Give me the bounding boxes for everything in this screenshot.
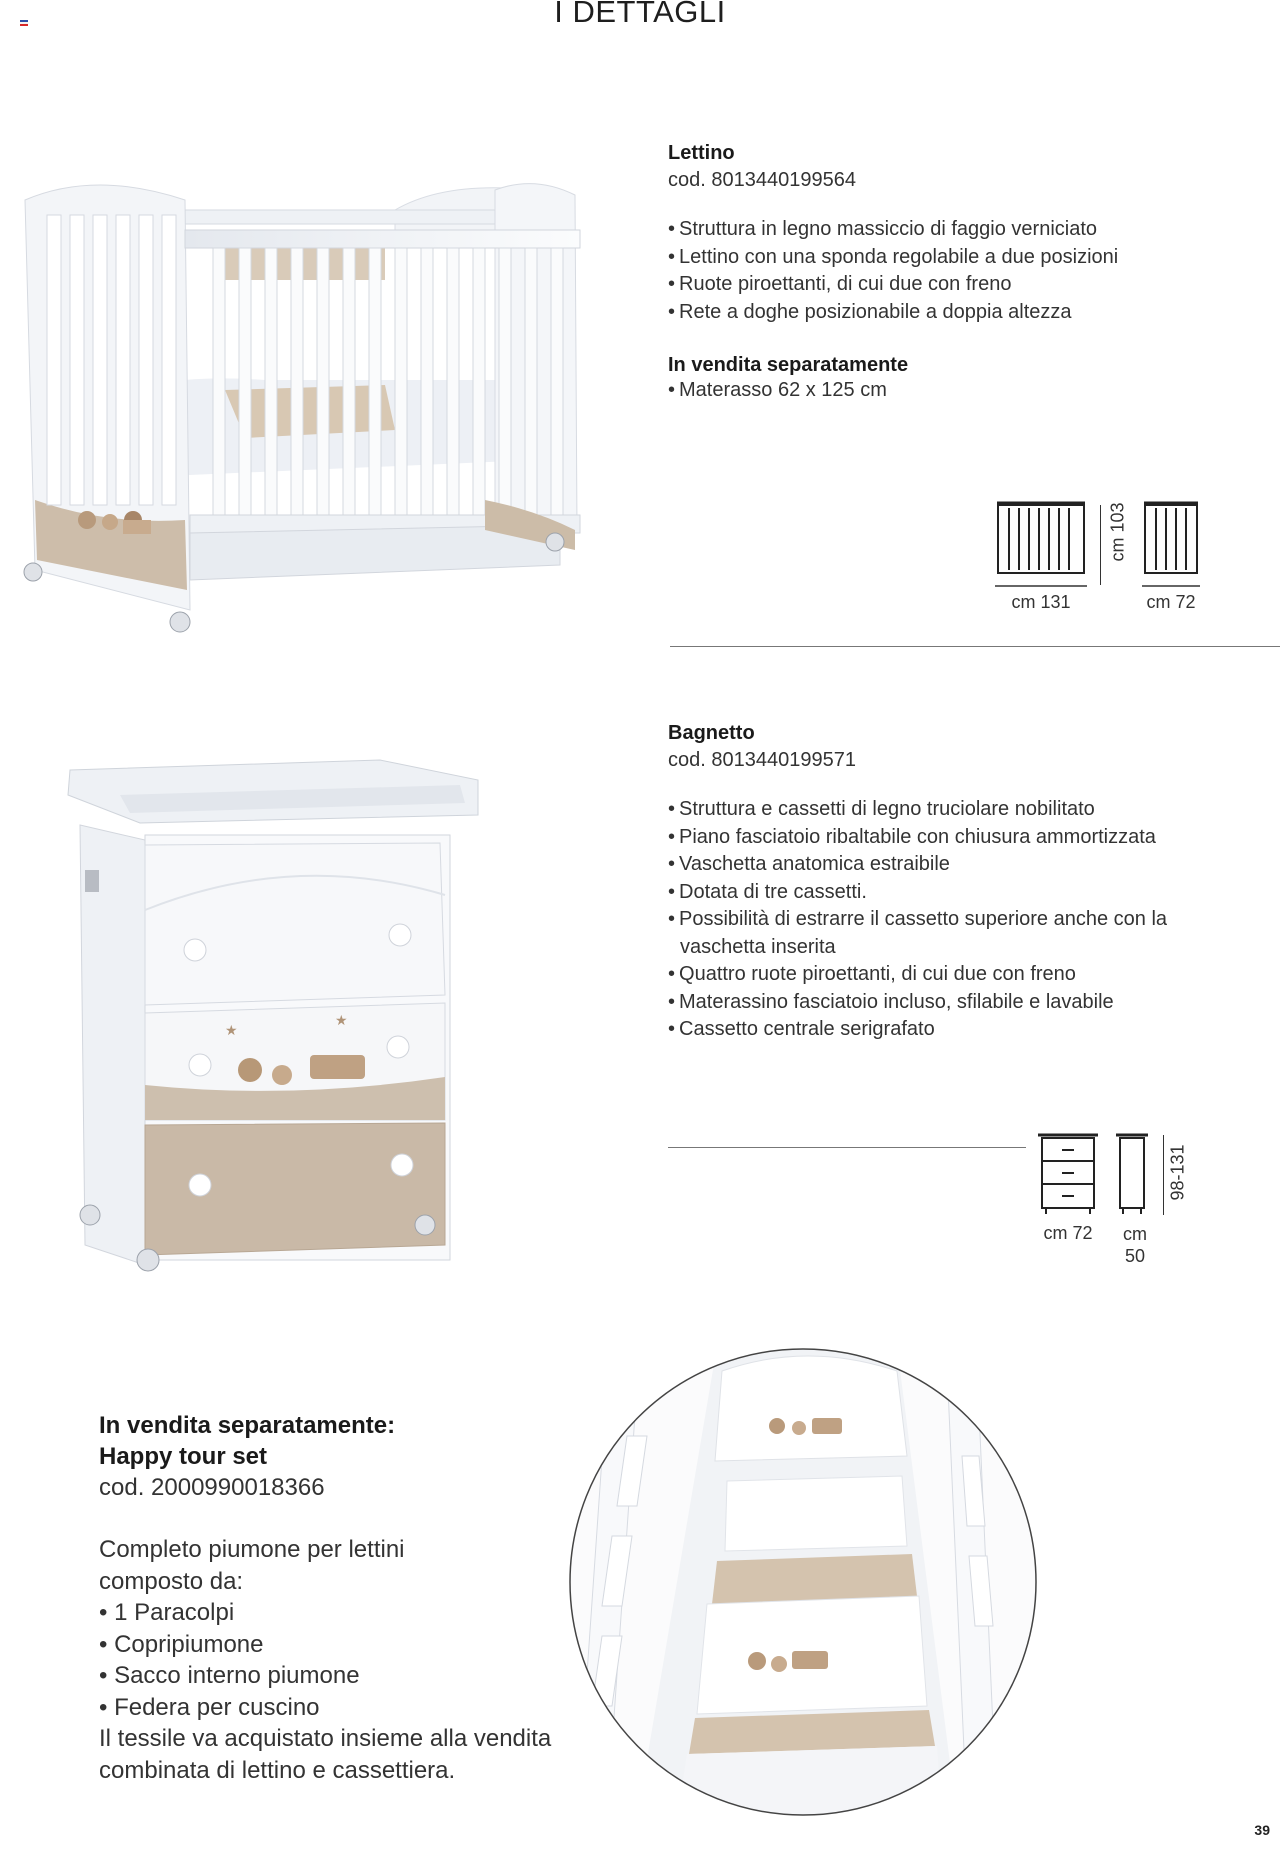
svg-text:★: ★ xyxy=(225,1023,238,1039)
list-item: • Quattro ruote piroettanti, di cui due con freno xyxy=(668,961,1278,989)
list-item: • 1 Paracolpi xyxy=(99,1599,235,1626)
lettino-separate-list xyxy=(668,377,1268,405)
list-item: • Federa per cuscino xyxy=(99,1693,320,1721)
section-divider xyxy=(670,646,1280,647)
bagnetto-info xyxy=(668,722,1278,1044)
lettino-features xyxy=(668,216,1268,326)
chest-side-view-icon xyxy=(1114,1132,1150,1216)
bagnetto-code: cod. 8013440199571 xyxy=(668,749,856,771)
set-code: cod. 2000990018366 xyxy=(99,1474,325,1501)
page-number: 39 xyxy=(1254,1822,1270,1838)
svg-text:★: ★ xyxy=(335,1013,348,1029)
lettino-info xyxy=(668,142,1268,405)
lettino-width-label: cm 72 xyxy=(1146,592,1196,612)
list-item: • Rete a doghe posizionabile a doppia altezza xyxy=(668,299,1268,327)
dimension-line xyxy=(1163,1135,1164,1215)
lettino-height-label: cm 103 xyxy=(1107,502,1128,562)
bagnetto-width-label: cm 72 xyxy=(1043,1223,1093,1243)
section-divider xyxy=(668,1147,1026,1148)
set-title-line2: Happy tour set xyxy=(99,1443,268,1470)
list-item: • Cassetto centrale serigrafato xyxy=(668,1016,1278,1044)
list-item: • Copripiumone xyxy=(99,1630,264,1658)
list-item: • Materasso 62 x 125 cm xyxy=(668,377,1268,405)
list-item: • Materassino fasciatoio incluso, sfilabile e lavabile xyxy=(668,989,1278,1017)
changing-table-image xyxy=(60,755,480,1275)
list-item: • Piano fasciatoio ribaltabile con chiusura ammortizzata xyxy=(668,824,1278,852)
bagnetto-title: Bagnetto xyxy=(668,722,755,744)
lettino-separate-title: In vendita separatamente xyxy=(668,354,909,376)
list-item: • Vaschetta anatomica estraibile xyxy=(668,851,1278,879)
bedding-set-image xyxy=(567,1346,1039,1818)
dimension-line xyxy=(1100,505,1101,585)
list-item: • Struttura in legno massiccio di faggio verniciato xyxy=(668,216,1268,244)
lettino-code: cod. 8013440199564 xyxy=(668,169,856,191)
bagnetto-height-label: 98-131 xyxy=(1167,1144,1188,1201)
list-item: • Lettino con una sponda regolabile a due posizioni xyxy=(668,244,1268,272)
bagnetto-features xyxy=(668,796,1278,1044)
crib-image xyxy=(15,170,605,640)
lettino-title: Lettino xyxy=(668,142,735,164)
lettino-length-label: cm 131 xyxy=(1011,592,1071,612)
bagnetto-depth-label: cm 50 xyxy=(1123,1224,1147,1266)
crib-end-view-icon xyxy=(1142,500,1200,590)
crib-side-view-icon xyxy=(995,500,1087,590)
list-item: • Ruote piroettanti, di cui due con freno xyxy=(668,271,1268,299)
set-title-line1: In vendita separatamente: xyxy=(99,1412,396,1439)
list-item: • Dotata di tre cassetti. xyxy=(668,879,1278,907)
set-info xyxy=(99,1410,619,1786)
page-title: I DETTAGLI xyxy=(554,0,726,29)
list-item: • Possibilità di estrarre il cassetto superiore anche con la vaschetta inserita xyxy=(668,906,1180,961)
chest-of-drawers-icon xyxy=(1038,1132,1098,1216)
set-description: Completo piumone per lettini composto da: • 1 Paracolpi • Copripiumone • Sacco interno piumone • Federa per cuscino Il tessile va acquistato insieme alla vendita combinata di lettino e cassettiera. xyxy=(99,1534,619,1786)
list-item: • Struttura e cassetti di legno truciolare nobilitato xyxy=(668,796,1278,824)
list-item: • Sacco interno piumone xyxy=(99,1662,360,1689)
